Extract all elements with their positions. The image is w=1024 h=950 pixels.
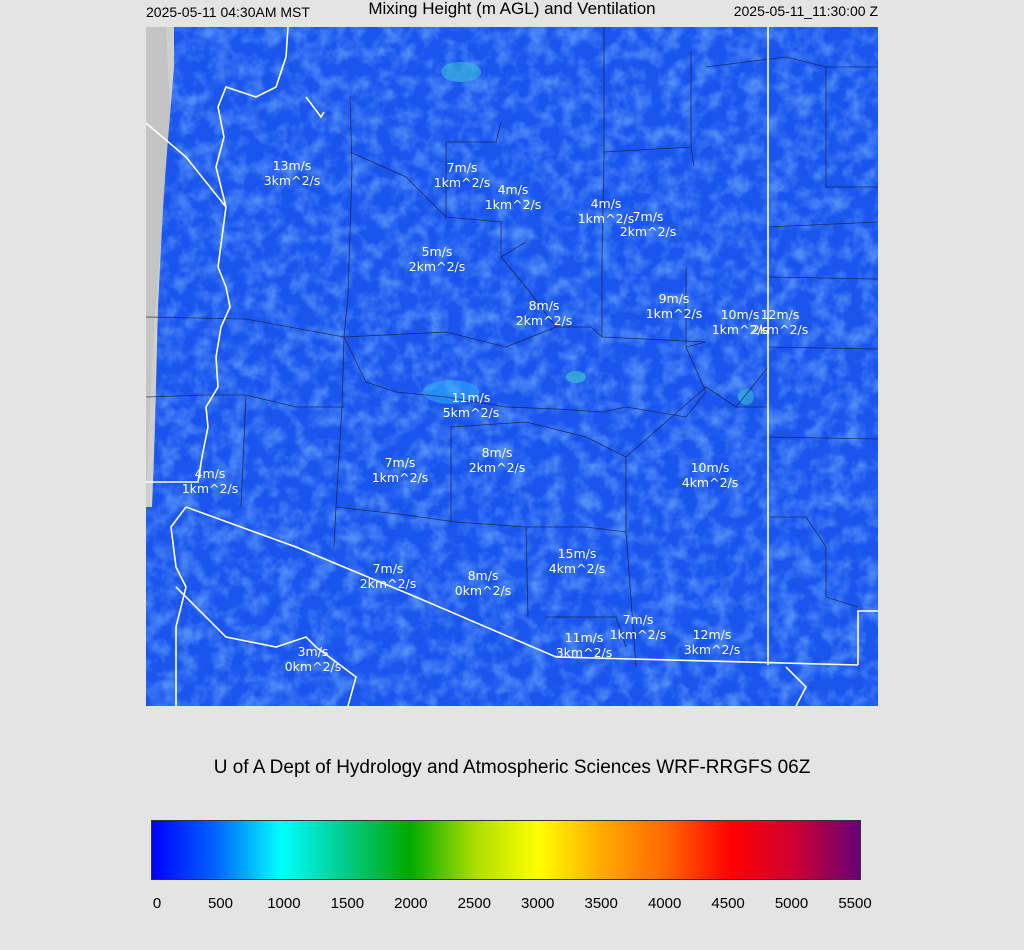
ventilation-label: 2km^2/s	[619, 224, 677, 239]
colorbar-tick-label: 3000	[521, 895, 555, 912]
wind-speed-label: 13m/s	[272, 158, 312, 173]
wind-speed-label: 11m/s	[564, 630, 604, 645]
ventilation-label: 3km^2/s	[683, 642, 741, 657]
colorbar-tick-label: 0	[152, 895, 162, 912]
wind-speed-label: 3m/s	[297, 644, 329, 659]
ventilation-label: 1km^2/s	[433, 175, 491, 190]
map-canvas	[146, 27, 878, 706]
ventilation-label: 2km^2/s	[751, 322, 809, 337]
wind-speed-label: 15m/s	[557, 546, 597, 561]
colorbar-tick-label: 2500	[457, 895, 491, 912]
ventilation-label: 5km^2/s	[442, 405, 500, 420]
wind-speed-label: 10m/s	[720, 307, 760, 322]
ventilation-label: 1km^2/s	[371, 470, 429, 485]
colorbar-ticks	[0, 895, 1024, 915]
wind-speed-label: 5m/s	[421, 244, 453, 259]
wind-speed-label: 9m/s	[658, 291, 690, 306]
colorbar-tick-label: 4000	[647, 895, 682, 912]
ventilation-label: 1km^2/s	[645, 306, 703, 321]
valid-time: 2025-05-11 04:30AM MST	[146, 4, 310, 20]
ventilation-label: 1km^2/s	[609, 627, 667, 642]
wind-speed-label: 7m/s	[372, 561, 404, 576]
wind-speed-label: 7m/s	[384, 455, 416, 470]
highlight-area	[441, 62, 481, 82]
init-time: 2025-05-11_11:30:00 Z	[733, 3, 878, 19]
wind-speed-label: 4m/s	[497, 182, 529, 197]
colorbar-tick-label: 4500	[711, 895, 745, 912]
colorbar-tick-label: 5500	[838, 895, 872, 912]
map-panel	[146, 27, 878, 706]
wind-speed-label: 4m/s	[590, 196, 622, 211]
colorbar-tick-label: 500	[207, 895, 233, 912]
wind-speed-label: 4m/s	[194, 466, 226, 481]
ventilation-label: 1km^2/s	[711, 322, 769, 337]
ventilation-label: 4km^2/s	[548, 561, 606, 576]
map-title: Mixing Height (m AGL) and Ventilation	[368, 0, 656, 18]
ventilation-label: 0km^2/s	[454, 583, 512, 598]
ventilation-label: 3km^2/s	[555, 645, 613, 660]
wind-speed-label: 10m/s	[690, 460, 730, 475]
credit-line: U of A Dept of Hydrology and Atmospheric Sciences WRF-RRGFS 06Z	[213, 757, 811, 778]
ventilation-label: 2km^2/s	[515, 313, 573, 328]
wind-speed-label: 7m/s	[622, 612, 654, 627]
colorbar-tick-label: 1500	[330, 895, 365, 912]
ventilation-label: 2km^2/s	[408, 259, 466, 274]
colorbar	[151, 820, 861, 880]
ventilation-label: 4km^2/s	[681, 475, 739, 490]
colorbar-tick-label: 5000	[774, 895, 809, 912]
ventilation-label: 1km^2/s	[181, 481, 239, 496]
ventilation-label: 1km^2/s	[484, 197, 542, 212]
ventilation-label: 3km^2/s	[263, 173, 321, 188]
wind-speed-label: 8m/s	[481, 445, 513, 460]
ventilation-label: 1km^2/s	[577, 211, 635, 226]
ventilation-label: 2km^2/s	[468, 460, 526, 475]
highlight-area	[566, 371, 586, 383]
colorbar-tick-label: 3500	[584, 895, 618, 912]
ventilation-label: 2km^2/s	[359, 576, 417, 591]
wind-speed-label: 8m/s	[528, 298, 560, 313]
wind-speed-label: 12m/s	[692, 627, 732, 642]
highlight-area	[738, 389, 754, 405]
wind-speed-label: 7m/s	[446, 160, 478, 175]
wind-speed-label: 8m/s	[467, 568, 499, 583]
colorbar-tick-label: 2000	[394, 895, 428, 912]
colorbar-tick-label: 1000	[267, 895, 301, 912]
ventilation-label: 0km^2/s	[284, 659, 342, 674]
wind-speed-label: 12m/s	[760, 307, 800, 322]
wind-speed-label: 11m/s	[451, 390, 491, 405]
wind-speed-label: 7m/s	[632, 209, 664, 224]
